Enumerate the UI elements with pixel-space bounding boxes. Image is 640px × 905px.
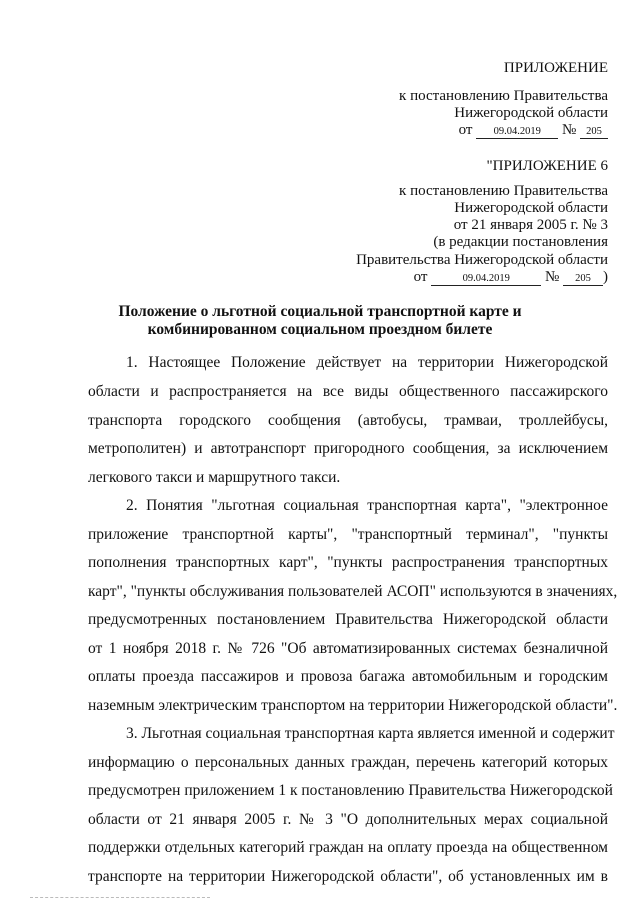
text-line: поддержки отдельных категорий граждан на оплату проезда на общественном bbox=[88, 839, 608, 856]
text-line: 1. Настоящее Положение действует на территории Нижегородской bbox=[126, 354, 608, 371]
text-line: области от 21 января 2005 г. № 3 "О дополнительных мерах социальной bbox=[88, 811, 608, 828]
appendix6-line-5: Правительства Нижегородской области bbox=[356, 252, 608, 268]
text-line: предусмотрен приложением 1 к постановлению Правительства Нижегородской bbox=[88, 782, 613, 799]
header-number: 205 bbox=[580, 126, 608, 139]
appendix-label: ПРИЛОЖЕНИЕ bbox=[503, 60, 608, 76]
text-line: от 1 ноября 2018 г. № 726 "Об автоматизированных системах безналичной bbox=[88, 640, 608, 657]
header-line-2: Нижегородской области bbox=[454, 105, 608, 121]
appendix6-label: "ПРИЛОЖЕНИЕ 6 bbox=[486, 158, 608, 174]
appendix6-date-line: от 09.04.2019 № 205 ) bbox=[413, 269, 608, 285]
footer-divider bbox=[30, 897, 210, 898]
text-line: 2. Понятия "льготная социальная транспортная карта", "электронное bbox=[126, 497, 608, 514]
title-line-1: Положение о льготной социальной транспортной карте и bbox=[118, 303, 522, 320]
appendix6-date: 09.04.2019 bbox=[431, 273, 541, 286]
text-line: информацию о персональных данных граждан, перечень категорий которых bbox=[88, 754, 608, 771]
text-line: пополнения транспортных карт", "пункты распространения транспортных bbox=[88, 554, 608, 571]
appendix6-line-3: от 21 января 2005 г. № 3 bbox=[453, 217, 608, 233]
appendix6-line-1: к постановлению Правительства bbox=[399, 183, 608, 199]
text-line: области и распространяется на все виды общественного пассажирского bbox=[88, 383, 608, 400]
text-line: метрополитен) и автотранспорт пригородного сообщения, за исключением bbox=[88, 440, 608, 457]
title-line-2: комбинированном социальном проездном билете bbox=[147, 321, 493, 338]
header-date-line: от 09.04.2019 № 205 bbox=[459, 122, 608, 139]
text-line: карт", "пункты обслуживания пользователей АСОП" используются в значениях, bbox=[88, 583, 618, 600]
text-line: транспорта городского сообщения (автобусы, трамваи, троллейбусы, bbox=[88, 412, 608, 429]
appendix6-line-2: Нижегородской области bbox=[454, 200, 608, 216]
text-line: наземным электрическим транспортом на территории Нижегородской области". bbox=[88, 697, 618, 714]
text-line: транспорте на территории Нижегородской области", об установленных им в bbox=[88, 868, 608, 885]
text-line: 3. Льготная социальная транспортная карта является именной и содержит bbox=[126, 725, 615, 742]
text-line: приложение транспортной карты", "транспортный терминал", "пункты bbox=[88, 526, 608, 543]
appendix6-number: 205 bbox=[563, 273, 603, 286]
text-line: оплаты проезда пассажиров и провоза багажа автомобильным и городским bbox=[88, 668, 608, 685]
header-line-1: к постановлению Правительства bbox=[399, 88, 608, 104]
text-line: предусмотренных постановлением Правительства Нижегородской области bbox=[88, 611, 608, 628]
text-line: легкового такси и маршрутного такси. bbox=[88, 469, 341, 486]
header-date: 09.04.2019 bbox=[476, 126, 558, 139]
appendix6-line-4: (в редакции постановления bbox=[433, 234, 608, 250]
